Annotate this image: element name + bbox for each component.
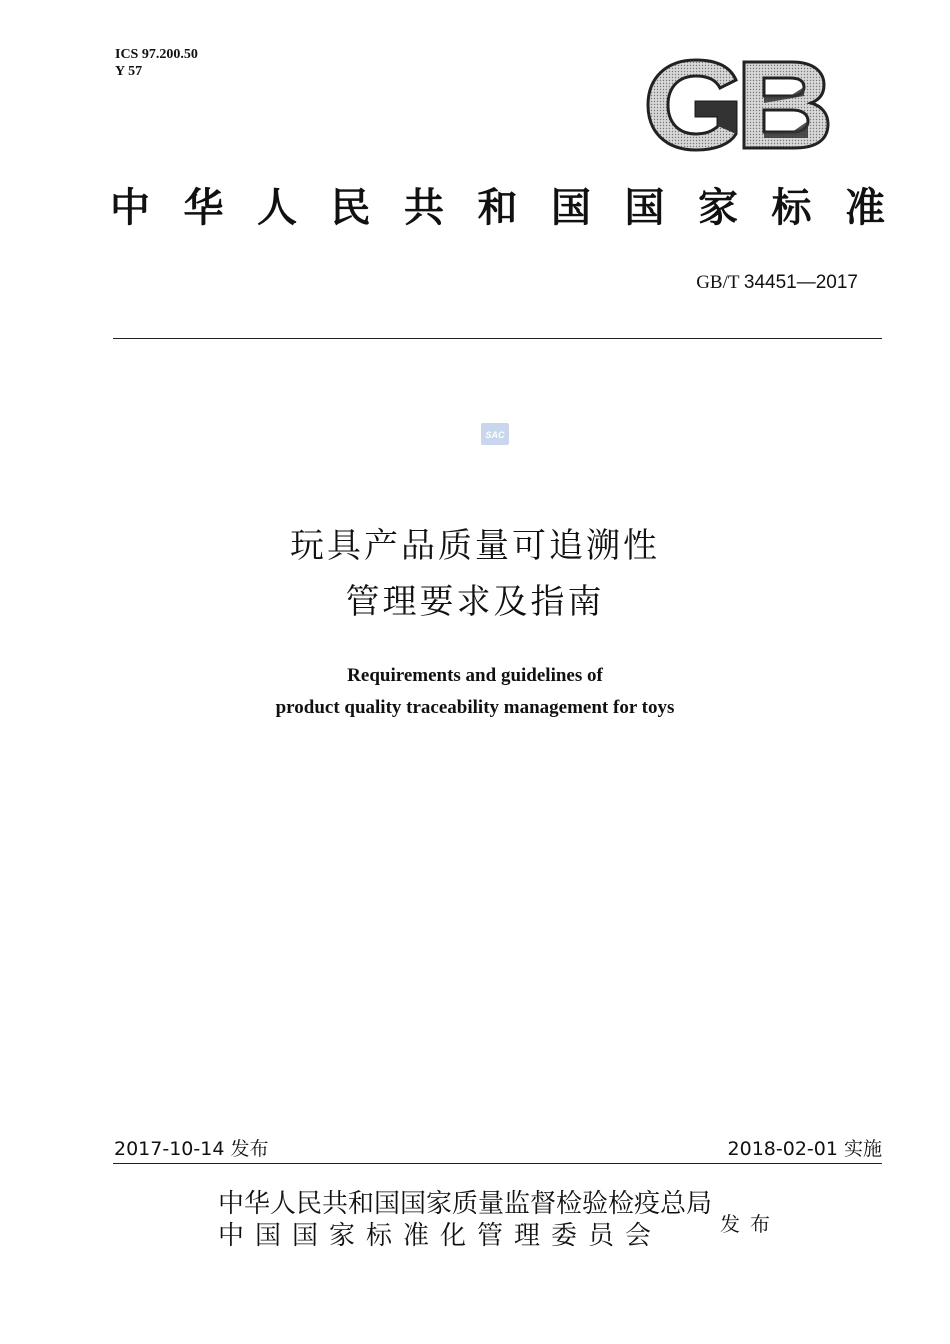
national-standard-title bbox=[110, 180, 885, 236]
title-char: 国 bbox=[624, 185, 665, 231]
issuer-sac: 中国国家标准化管理委员会 bbox=[218, 1221, 663, 1251]
title-char: 国 bbox=[551, 185, 591, 231]
title-char: 和 bbox=[477, 185, 518, 231]
implementation-date: 2018-02-01 实施 bbox=[727, 1138, 882, 1160]
standard-prefix: GB/T bbox=[696, 272, 740, 293]
title-char: 标 bbox=[771, 185, 812, 231]
title-char: 共 bbox=[404, 185, 444, 231]
title-char: 民 bbox=[330, 185, 371, 231]
ccs-code: Y 57 bbox=[115, 64, 143, 79]
title-char: 中 bbox=[110, 185, 150, 231]
sac-watermark bbox=[480, 422, 510, 446]
classification-codes bbox=[115, 46, 198, 80]
english-title bbox=[0, 660, 950, 724]
gb-logo bbox=[644, 58, 830, 152]
sac-mark-text: SAC bbox=[485, 430, 505, 440]
issuer-aqsiq: 中华人民共和国国家质量监督检验检疫总局 bbox=[218, 1189, 713, 1219]
issue-date: 2017-10-14 发布 bbox=[114, 1138, 269, 1160]
chinese-title bbox=[0, 518, 950, 630]
title-char: 准 bbox=[845, 185, 885, 231]
title-char: 人 bbox=[257, 185, 297, 231]
chinese-title-line-1: 玩具产品质量可追溯性 bbox=[290, 526, 660, 566]
publish-label: 发布 bbox=[720, 1212, 780, 1236]
title-char: 华 bbox=[183, 185, 224, 231]
bottom-divider bbox=[113, 1163, 882, 1164]
standard-code: 34451—2017 bbox=[743, 272, 858, 293]
ics-code: ICS 97.200.50 bbox=[115, 47, 198, 62]
standard-number bbox=[696, 272, 858, 294]
chinese-title-line-2: 管理要求及指南 bbox=[345, 582, 605, 622]
title-char: 家 bbox=[698, 185, 738, 231]
english-title-line-1: Requirements and guidelines of bbox=[347, 665, 603, 686]
issuing-authorities bbox=[218, 1188, 712, 1252]
top-divider bbox=[113, 338, 882, 339]
english-title-line-2: product quality traceability management for toys bbox=[275, 697, 675, 718]
